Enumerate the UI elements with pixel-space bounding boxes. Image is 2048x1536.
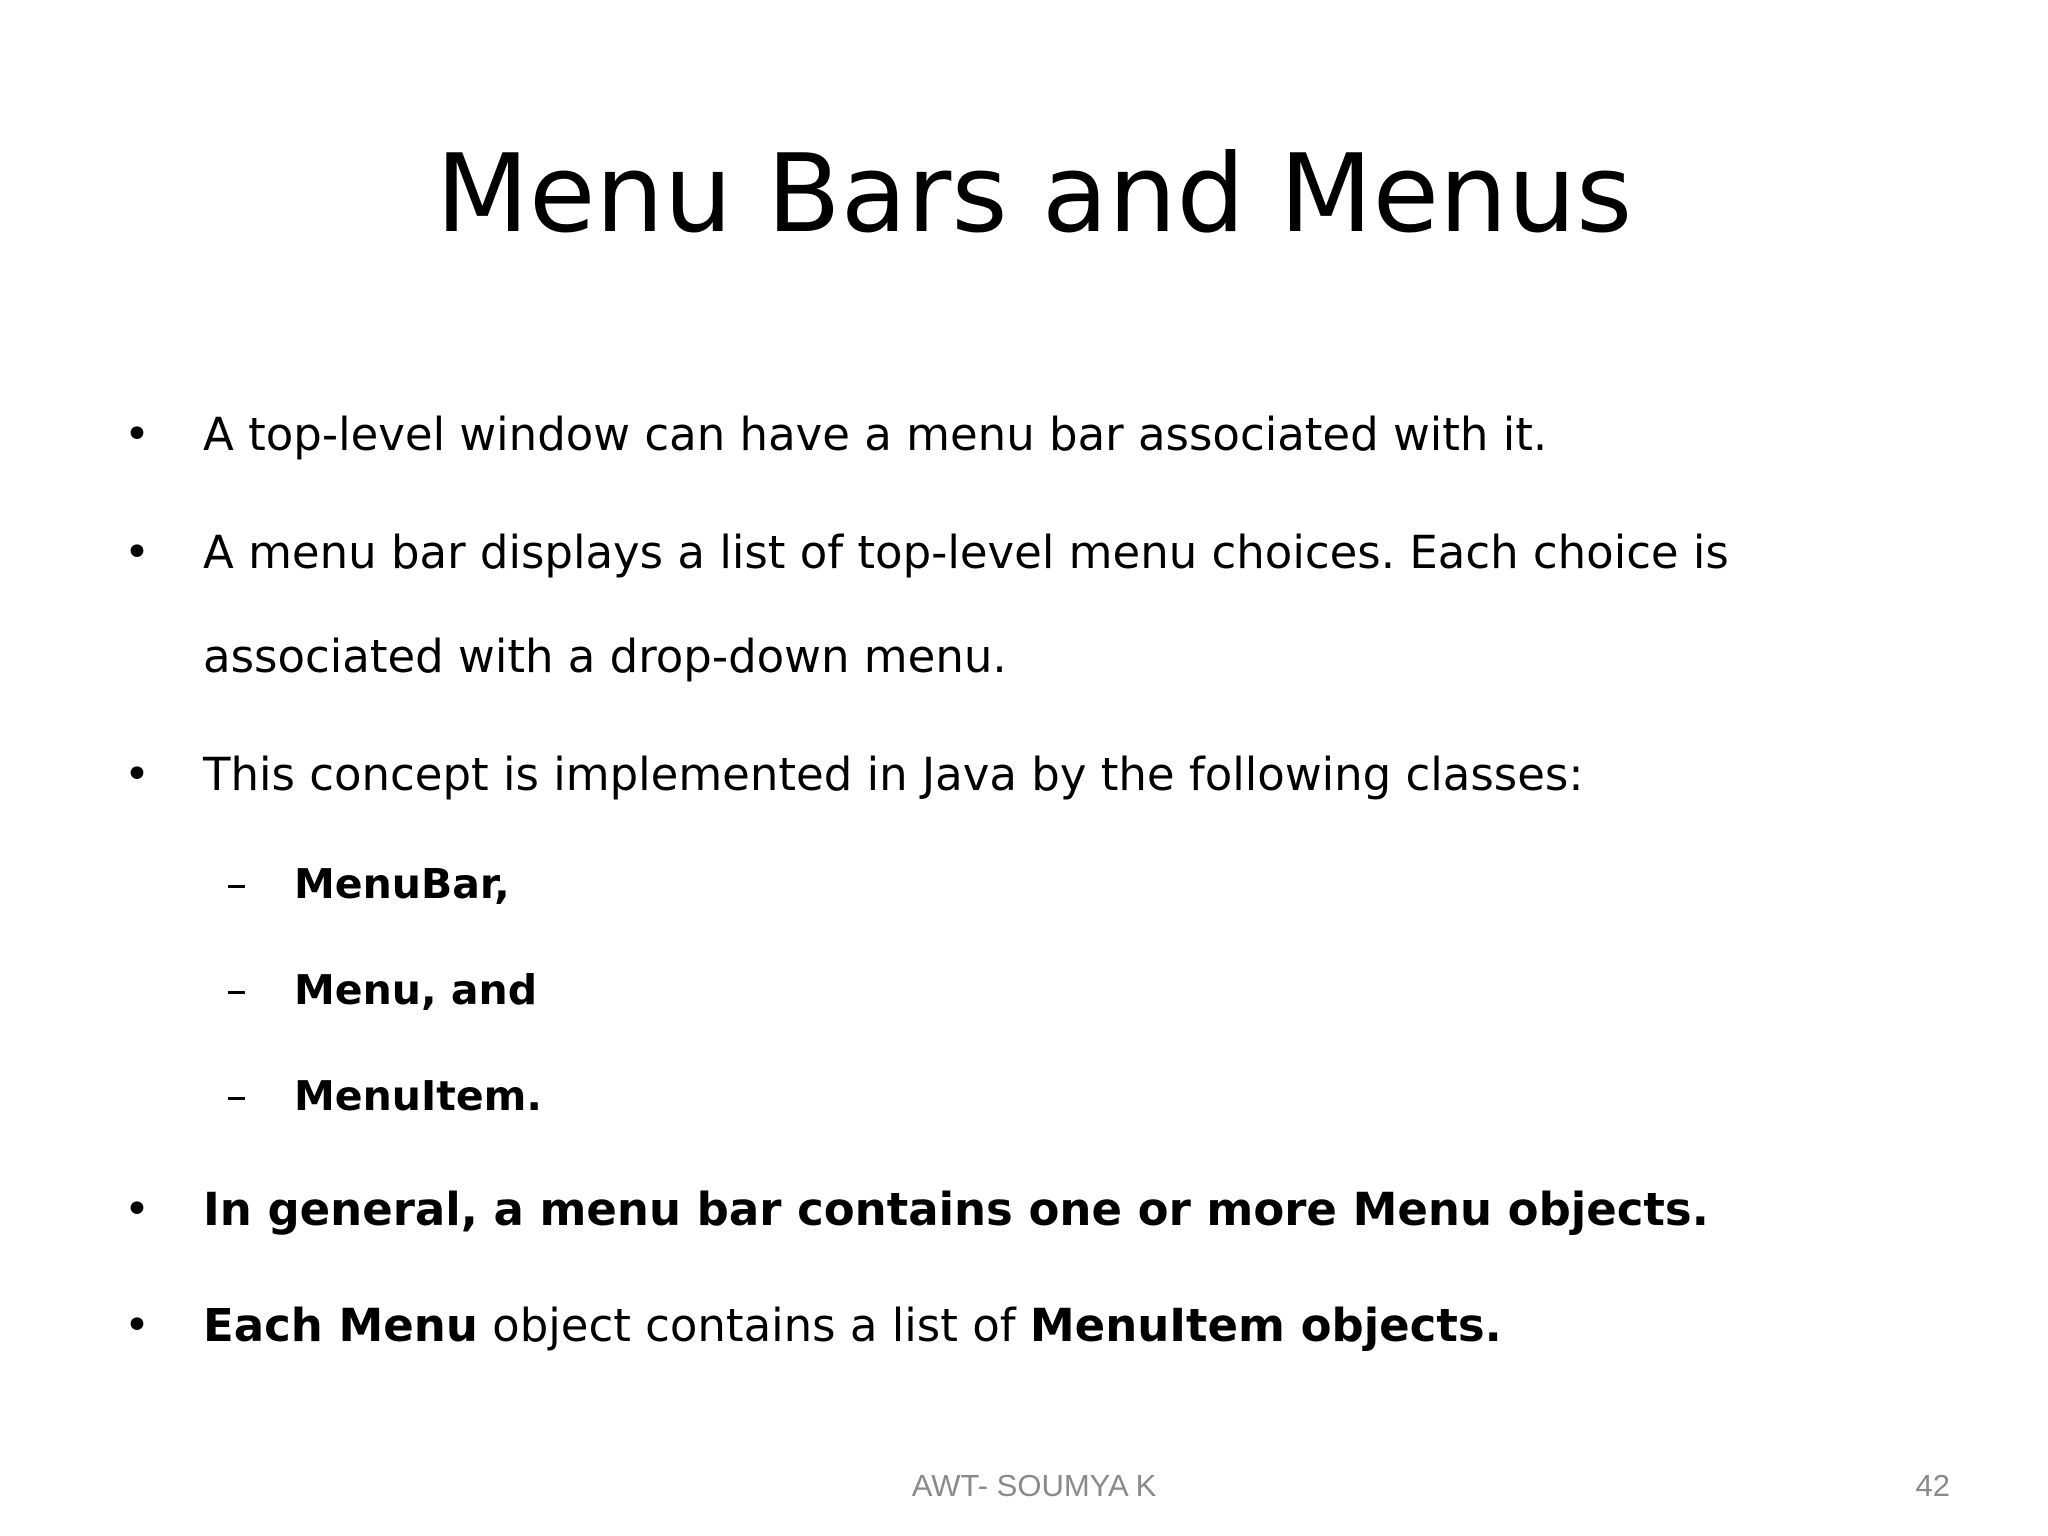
- bullet-text-bold: Each Menu: [203, 1299, 478, 1352]
- bullet-marker: •: [124, 527, 150, 578]
- bullet-text-line: A menu bar displays a list of top-level menu choices. Each choice is: [203, 526, 1729, 579]
- bullet-text: In general, a menu bar contains one or more Menu objects.: [203, 1183, 1709, 1236]
- bullet-marker: •: [124, 1184, 150, 1235]
- sub-item-marker: –: [226, 1071, 247, 1120]
- sub-item-text: Menu, and: [294, 966, 538, 1014]
- bullet-marker: •: [124, 1300, 150, 1351]
- sub-item-marker: –: [226, 859, 247, 908]
- bullet-text-regular: object contains a list of: [477, 1299, 1030, 1352]
- bullet-text: [203, 501, 1923, 709]
- slide-title: Menu Bars and Menus: [435, 132, 1633, 257]
- sub-item-text: MenuBar,: [294, 860, 510, 908]
- footer-author: AWT- SOUMYA K: [911, 1468, 1157, 1503]
- bullet-text: This concept is implemented in Java by the following classes:: [203, 748, 1584, 801]
- sub-item-marker: –: [226, 965, 247, 1014]
- bullet-text-line: associated with a drop-down menu.: [203, 630, 1007, 683]
- bullet-marker: •: [124, 749, 150, 800]
- sub-item-text: MenuItem.: [294, 1072, 542, 1120]
- page-number: 42: [1915, 1468, 1950, 1503]
- bullet-marker: •: [124, 409, 150, 460]
- bullet-text-bold: MenuItem objects.: [1029, 1299, 1502, 1352]
- bullet-text: A top-level window can have a menu bar associated with it.: [203, 408, 1548, 461]
- bullet-text: [203, 1274, 1923, 1378]
